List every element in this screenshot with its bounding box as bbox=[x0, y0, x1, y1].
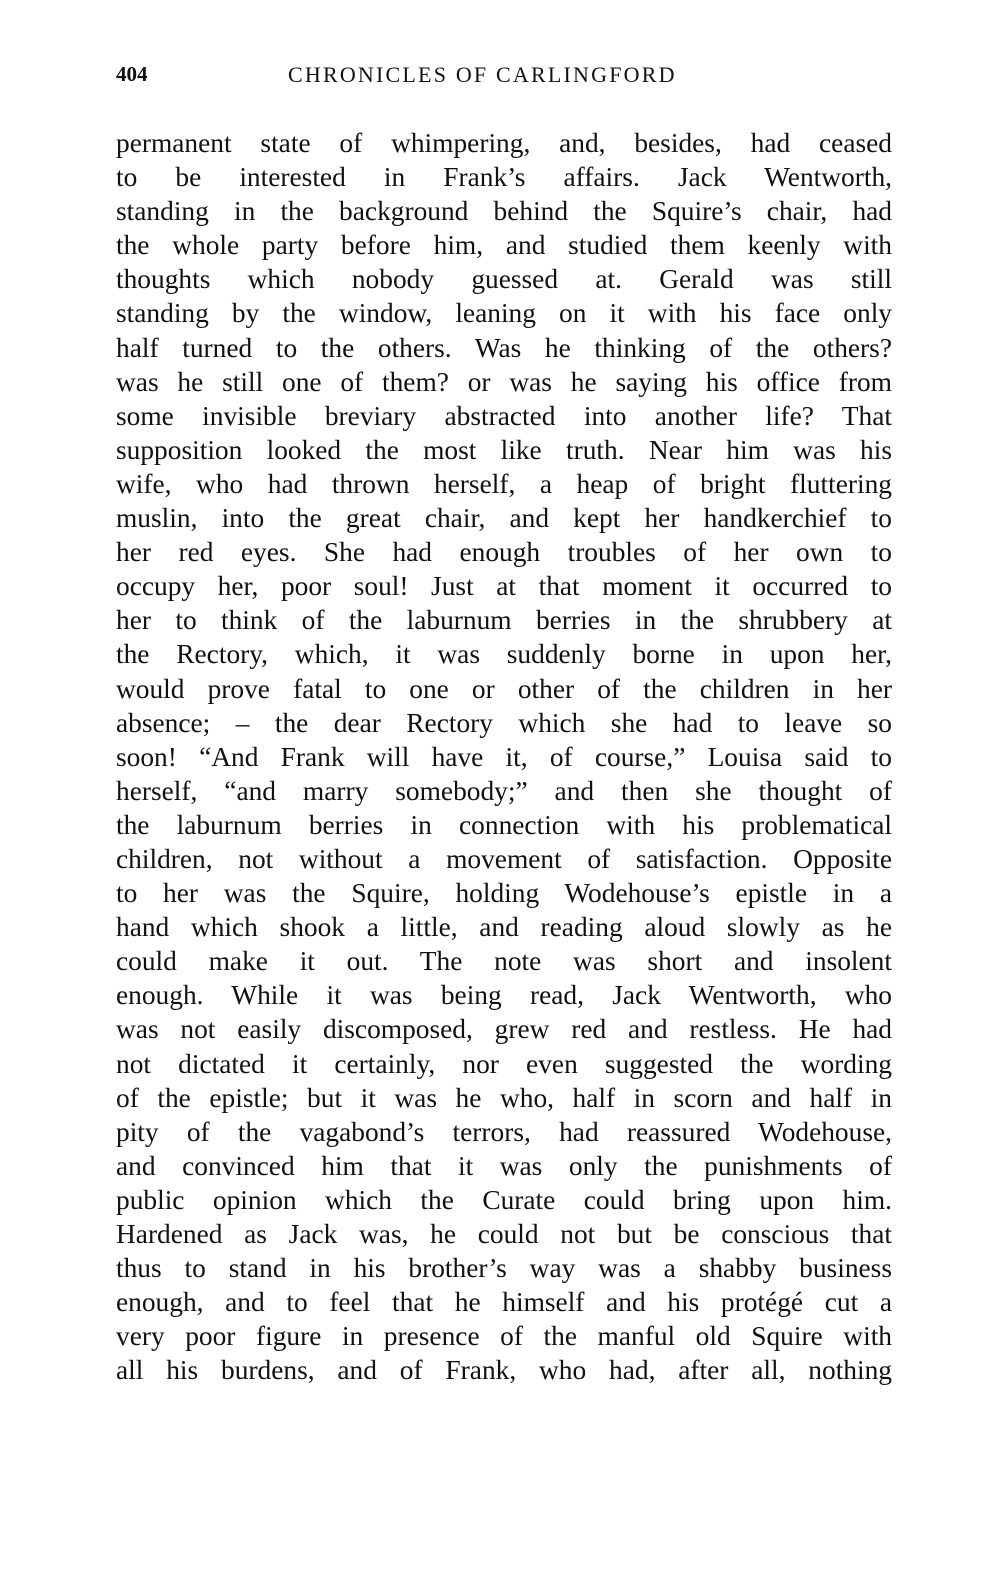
text-line: thus to stand in his brother’s way was a shabby business bbox=[116, 1253, 892, 1284]
text-line: some invisible breviary abstracted into another life? That bbox=[116, 400, 892, 431]
text-line: standing by the window, leaning on it with his face only bbox=[116, 298, 892, 329]
text-line: children, not without a movement of satisfaction. Opposite bbox=[116, 843, 892, 874]
text-line: absence; – the dear Rectory which she had to leave so bbox=[116, 707, 892, 738]
text-line: very poor figure in presence of the manful old Squire with bbox=[116, 1321, 892, 1352]
text-line: supposition looked the most like truth. Near him was his bbox=[116, 434, 892, 465]
text-line: soon! “And Frank will have it, of course,” Louisa said to bbox=[116, 741, 892, 772]
text-line: enough. While it was being read, Jack Wentworth, who bbox=[116, 980, 892, 1011]
text-line: could make it out. The note was short and insolent bbox=[116, 946, 892, 977]
text-line: herself, “and marry somebody;” and then she thought of bbox=[116, 775, 892, 806]
text-line: half turned to the others. Was he thinking of the others? bbox=[116, 332, 892, 363]
text-line: and convinced him that it was only the punishments of bbox=[116, 1150, 892, 1181]
text-line: muslin, into the great chair, and kept her handkerchief to bbox=[116, 503, 892, 534]
text-line: public opinion which the Curate could bring upon him. bbox=[116, 1184, 892, 1215]
text-line: hand which shook a little, and reading aloud slowly as he bbox=[116, 912, 892, 943]
text-line: enough, and to feel that he himself and his protégé cut a bbox=[116, 1287, 892, 1318]
text-line: thoughts which nobody guessed at. Gerald was still bbox=[116, 264, 892, 295]
body-text bbox=[116, 126, 892, 1387]
text-line: of the epistle; but it was he who, half in scorn and half in bbox=[116, 1082, 892, 1113]
page-number: 404 bbox=[116, 62, 148, 86]
text-line: her to think of the laburnum berries in the shrubbery at bbox=[116, 605, 892, 636]
text-line: not dictated it certainly, nor even suggested the wording bbox=[116, 1048, 892, 1079]
text-line: pity of the vagabond’s terrors, had reassured Wodehouse, bbox=[116, 1116, 892, 1147]
text-line: to be interested in Frank’s affairs. Jack Wentworth, bbox=[116, 162, 892, 193]
text-line: was he still one of them? or was he saying his office from bbox=[116, 366, 892, 397]
running-header bbox=[116, 62, 892, 102]
text-line: the laburnum berries in connection with his problematical bbox=[116, 809, 892, 840]
running-title: CHRONICLES OF CARLINGFORD bbox=[288, 62, 677, 87]
text-line: occupy her, poor soul! Just at that moment it occurred to bbox=[116, 571, 892, 602]
text-line: permanent state of whimpering, and, besides, had ceased bbox=[116, 128, 892, 158]
text-line: would prove fatal to one or other of the children in her bbox=[116, 673, 892, 704]
text-line: all his burdens, and of Frank, who had, after all, nothing bbox=[116, 1355, 892, 1386]
text-line: was not easily discomposed, grew red and restless. He had bbox=[116, 1014, 892, 1045]
text-line: to her was the Squire, holding Wodehouse’s epistle in a bbox=[116, 878, 892, 909]
text-line: standing in the background behind the Squire’s chair, had bbox=[116, 196, 892, 227]
text-line: Hardened as Jack was, he could not but be conscious that bbox=[116, 1219, 892, 1249]
text-line: her red eyes. She had enough troubles of her own to bbox=[116, 537, 892, 568]
text-line: wife, who had thrown herself, a heap of bright fluttering bbox=[116, 468, 892, 499]
text-line: the whole party before him, and studied them keenly with bbox=[116, 230, 892, 261]
text-line: the Rectory, which, it was suddenly borne in upon her, bbox=[116, 639, 892, 670]
